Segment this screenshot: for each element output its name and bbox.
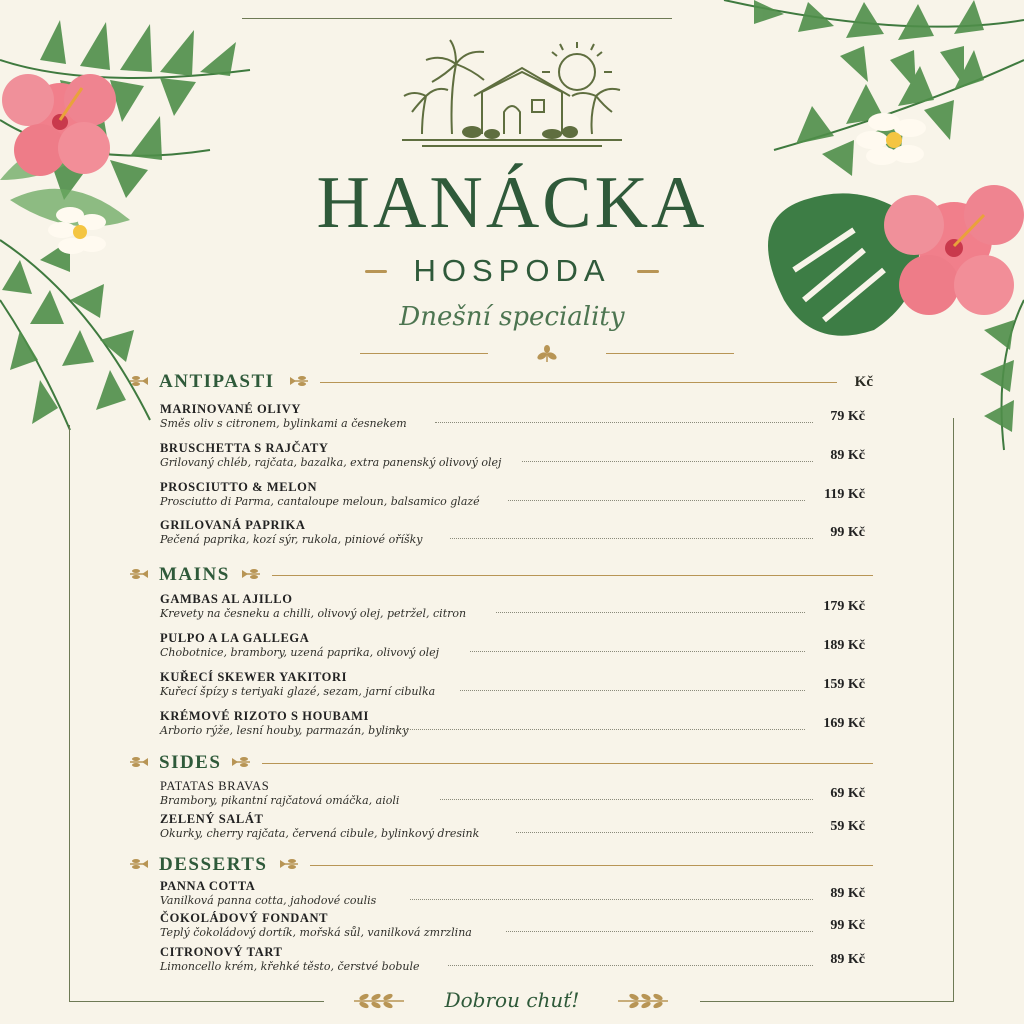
footer [0, 988, 1024, 1018]
item-description: Arborio rýže, lesní houby, parmazán, bylinky [160, 724, 409, 737]
wheat-sprig-icon [240, 567, 262, 581]
menu-item [160, 779, 865, 813]
page-title: HANÁCKA [316, 162, 708, 244]
item-name: ČOKOLÁDOVÝ FONDANT [160, 911, 329, 925]
item-description: Chobotnice, brambory, uzená paprika, olivový olej [160, 646, 440, 659]
wheat-sprig-icon [532, 344, 562, 364]
tagline: Dnešní speciality [399, 302, 625, 332]
wheat-sprig-icon [278, 857, 300, 871]
item-price: 179 Kč [823, 599, 865, 614]
item-price: 159 Kč [823, 677, 865, 692]
item-description: Vanilková panna cotta, jahodové coulis [160, 894, 377, 907]
currency-header: Kč [854, 374, 873, 390]
page-subtitle: HOSPODA [413, 253, 611, 288]
item-name: GRILOVANÁ PAPRIKA [160, 518, 306, 532]
item-name: PATATAS BRAVAS [160, 779, 270, 793]
wheat-sprig-icon [128, 567, 150, 581]
item-name: BRUSCHETTA S RAJČATY [160, 441, 329, 455]
item-description: Krevety na česneku a chilli, olivový olej, petržel, citron [160, 607, 467, 620]
menu-item [160, 631, 865, 665]
menu-item [160, 812, 865, 846]
menu-item [160, 480, 865, 514]
wheat-sprig-icon [230, 755, 252, 769]
item-price: 99 Kč [830, 525, 865, 540]
item-description: Prosciutto di Parma, cantaloupe meloun, balsamico glazé [160, 495, 480, 508]
item-name: MARINOVANÉ OLIVY [160, 402, 301, 416]
section-header-mains [128, 563, 873, 587]
menu-item [160, 441, 865, 475]
item-description: Teplý čokoládový dortík, mořská sůl, vanilková zmrzlina [160, 926, 472, 939]
item-name: ZELENÝ SALÁT [160, 812, 264, 826]
item-description: Kuřecí špízy s teriyaki glazé, sezam, jarní cibulka [160, 685, 436, 698]
menu-item [160, 518, 865, 552]
section-header-sides [128, 751, 873, 775]
item-name: PANNA COTTA [160, 879, 256, 893]
section-header-antipasti [128, 370, 873, 394]
item-name: GAMBAS AL AJILLO [160, 592, 293, 606]
wheat-sprig-icon [128, 857, 150, 871]
menu-item [160, 402, 865, 436]
section-label: MAINS [159, 564, 230, 585]
wheat-sprig-icon [128, 374, 150, 388]
item-price: 69 Kč [830, 786, 865, 801]
item-name: PULPO A LA GALLEGA [160, 631, 310, 645]
item-price: 89 Kč [830, 952, 865, 967]
item-price: 79 Kč [830, 409, 865, 424]
section-header-desserts [128, 853, 873, 877]
tagline-divider [360, 344, 734, 364]
item-price: 89 Kč [830, 886, 865, 901]
item-name: CITRONOVÝ TART [160, 945, 283, 959]
item-description: Směs oliv s citronem, bylinkami a česnekem [160, 417, 407, 430]
section-label: ANTIPASTI [159, 371, 275, 392]
item-price: 189 Kč [823, 638, 865, 653]
item-price: 89 Kč [830, 448, 865, 463]
menu-item [160, 670, 865, 704]
item-description: Limoncello krém, křehké těsto, čerstvé bobule [160, 960, 420, 973]
item-name: KUŘECÍ SKEWER YAKITORI [160, 670, 348, 684]
item-price: 59 Kč [830, 819, 865, 834]
item-name: PROSCIUTTO & MELON [160, 480, 318, 494]
frame-line [242, 18, 672, 19]
wheat-sprig-icon [616, 992, 670, 1010]
menu-item [160, 879, 865, 913]
menu-item [160, 911, 865, 945]
divider-dash [637, 270, 659, 273]
frame-line [69, 425, 70, 1002]
section-label: DESSERTS [159, 854, 268, 875]
item-price: 99 Kč [830, 918, 865, 933]
section-label: SIDES [159, 752, 222, 773]
frame-line [953, 418, 954, 1002]
item-description: Brambory, pikantní rajčatová omáčka, aioli [160, 794, 400, 807]
item-description: Pečená paprika, kozí sýr, rukola, piniové oříšky [160, 533, 423, 546]
menu-item [160, 709, 865, 743]
villa-logo-icon [392, 34, 632, 154]
wheat-sprig-icon [128, 755, 150, 769]
item-name: KRÉMOVÉ RIZOTO S HOUBAMI [160, 709, 369, 723]
menu-item [160, 945, 865, 979]
item-price: 169 Kč [823, 716, 865, 731]
menu-item [160, 592, 865, 626]
item-description: Grilovaný chléb, rajčata, bazalka, extra panenský olivový olej [160, 456, 502, 469]
item-description: Okurky, cherry rajčata, červená cibule, bylinkový dresink [160, 827, 480, 840]
wheat-sprig-icon [288, 374, 310, 388]
item-price: 119 Kč [824, 487, 865, 502]
footer-text: Dobrou chuť! [444, 988, 580, 1012]
subtitle-row [0, 253, 1024, 288]
divider-dash [365, 270, 387, 273]
